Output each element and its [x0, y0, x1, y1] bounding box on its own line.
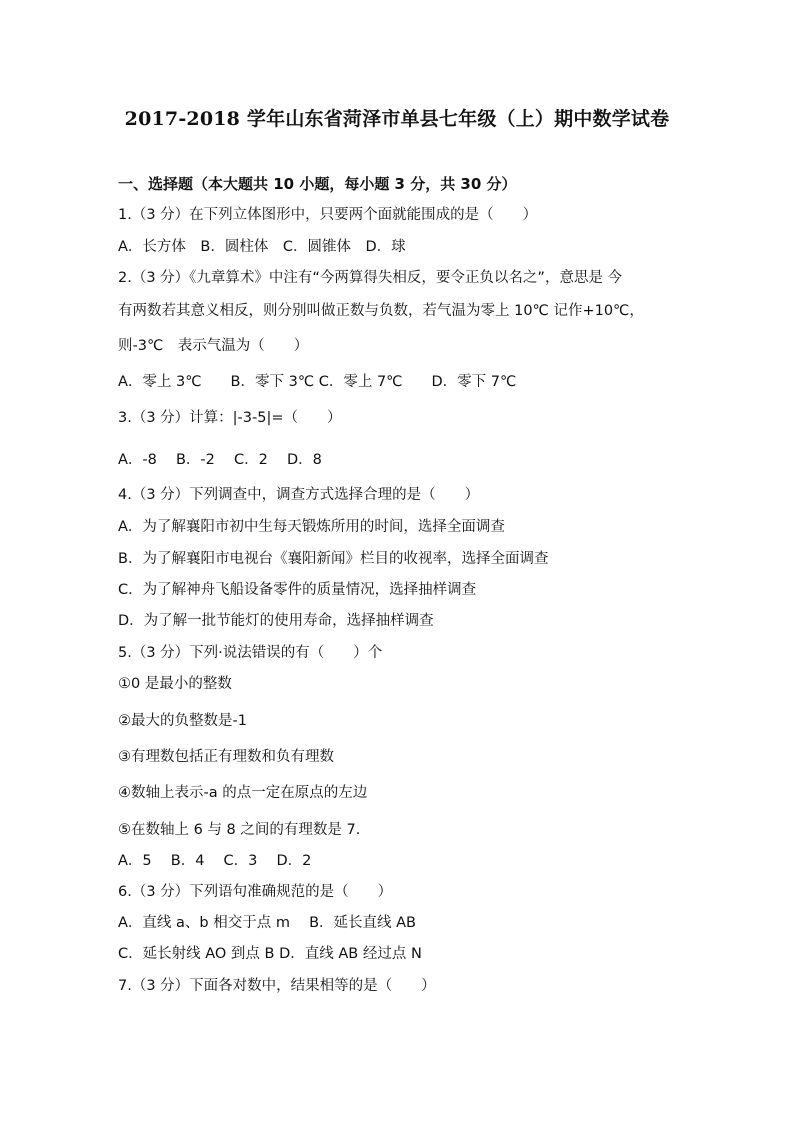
statement-4: ④数轴上表示-a 的点一定在原点的左边 — [118, 785, 368, 801]
question-1-options: A．长方体 B．圆柱体 C．圆锥体 D．球 — [118, 239, 406, 255]
question-4-option-a: A．为了解襄阳市初中生每天锻炼所用的时间，选择全面调查 — [118, 519, 505, 535]
question-4-option-d: D．为了解一批节能灯的使用寿命，选择抽样调查 — [118, 613, 434, 629]
question-2-options: A．零上 3℃ B．零下 3℃ C．零上 7℃ D．零下 7℃ — [118, 374, 517, 390]
section-heading: 一、选择题（本大题共 10 小题，每小题 3 分，共 30 分） — [118, 175, 517, 193]
question-2-line-2: 有两数若其意义相反，则分别叫做正数与负数，若气温为零上 10℃ 记作+10℃， — [118, 303, 644, 319]
question-5-options: A．5 B．4 C．3 D．2 — [118, 853, 312, 869]
question-6: 6.（3 分）下列语句准确规范的是（ ） — [118, 884, 393, 900]
page-title: 2017-2018 学年山东省菏泽市单县七年级（上）期中数学试卷 — [124, 108, 670, 130]
question-2-line-1: 2.（3 分）《九章算术》中注有“今两算得失相反，要令正负以名之”，意思是 今 — [118, 270, 623, 286]
statement-3: ③有理数包括正有理数和负有理数 — [118, 749, 334, 765]
question-6-options-ab: A．直线 a、b 相交于点 m B．延长直线 AB — [118, 915, 416, 931]
question-1: 1.（3 分）在下列立体图形中，只要两个面就能围成的是（ ） — [118, 207, 538, 223]
question-5: 5.（3 分）下列·说法错误的有（ ）个 — [118, 645, 383, 661]
question-3: 3.（3 分）计算：|-3-5|=（ ） — [118, 410, 342, 426]
statement-1: ①0 是最小的整数 — [118, 676, 232, 692]
statement-5: ⑤在数轴上 6 与 8 之间的有理数是 7. — [118, 822, 361, 838]
question-4: 4.（3 分）下列调查中，调查方式选择合理的是（ ） — [118, 487, 480, 503]
question-7: 7.（3 分）下面各对数中，结果相等的是（ ） — [118, 978, 436, 994]
statement-2: ②最大的负整数是-1 — [118, 713, 247, 729]
question-3-options: A．-8 B．-2 C．2 D．8 — [118, 452, 322, 468]
question-6-options-cd: C．延长射线 AO 到点 B D．直线 AB 经过点 N — [118, 946, 422, 962]
question-4-option-c: C．为了解神舟飞船设备零件的质量情况，选择抽样调查 — [118, 582, 477, 598]
question-4-option-b: B．为了解襄阳市电视台《襄阳新闻》栏目的收视率，选择全面调查 — [118, 551, 549, 567]
question-2-line-3: 则-3℃ 表示气温为（ ） — [118, 338, 309, 354]
